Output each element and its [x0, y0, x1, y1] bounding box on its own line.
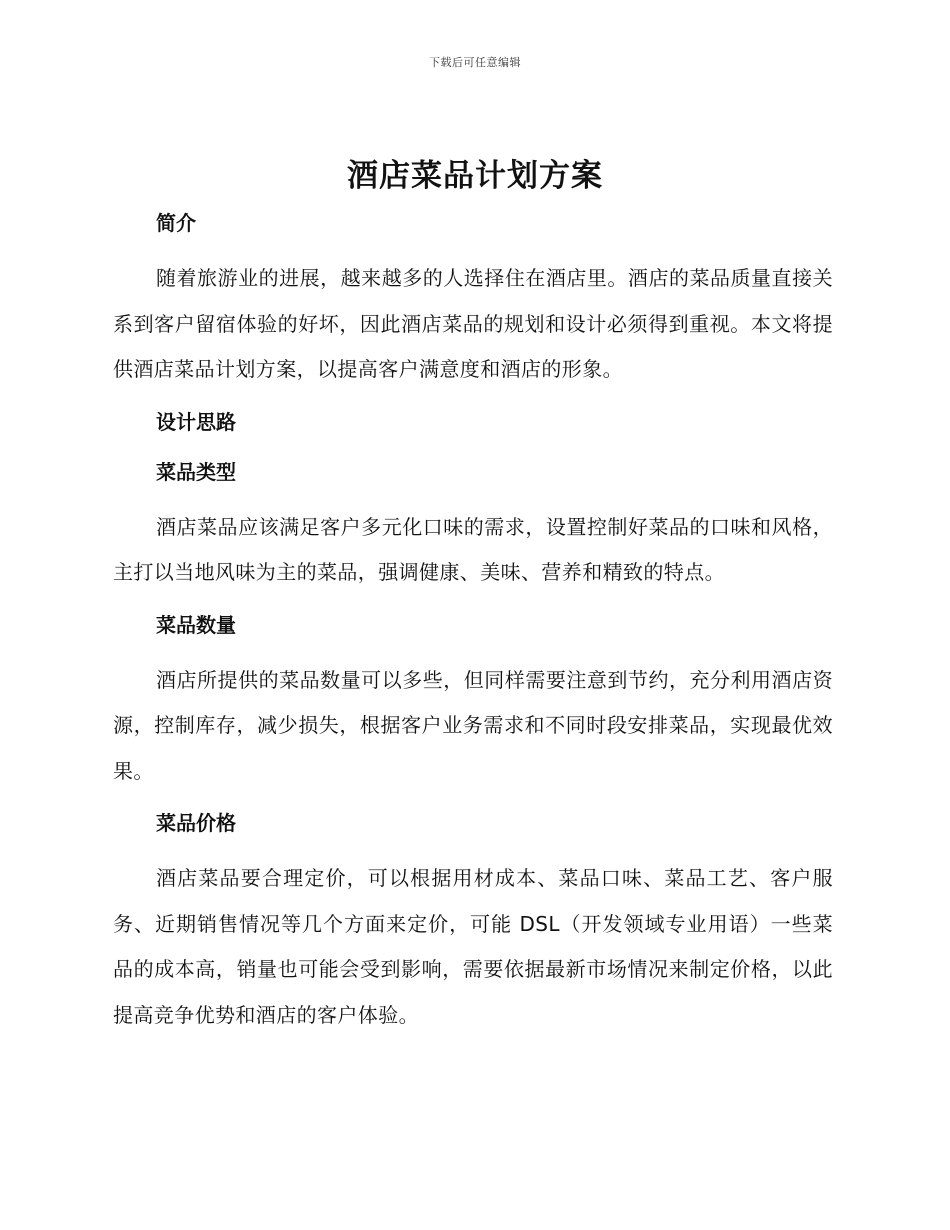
document-body	[113, 206, 833, 1050]
section-paragraph-dish-quantity: 酒店所提供的菜品数量可以多些，但同样需要注意到节约，充分利用酒店资源，控制库存，减少损失，根据客户业务需求和不同时段安排菜品，实现最优效果。	[113, 667, 833, 783]
section-heading-intro: 简介	[156, 211, 196, 235]
section-heading-dish-pricing: 菜品价格	[156, 811, 236, 835]
document-title: 酒店菜品计划方案	[347, 158, 603, 194]
page-header-note: 下载后可任意编辑	[429, 56, 521, 69]
section-heading-design-approach: 设计思路	[156, 409, 236, 434]
section-heading-dish-types: 菜品类型	[156, 459, 236, 484]
section-paragraph-intro: 随着旅游业的进展，越来越多的人选择住在酒店里。酒店的菜品质量直接关系到客户留宿体验的好坏，因此酒店菜品的规划和设计必须得到重视。本文将提供酒店菜品计划方案，以提高客户满意度和酒店的形象。	[113, 266, 833, 381]
section-heading-dish-quantity: 菜品数量	[156, 612, 236, 637]
section-paragraph-dish-pricing: 酒店菜品要合理定价，可以根据用材成本、菜品口味、菜品工艺、客户服务、近期销售情况等几个方面来定价，可能 DSL（开发领域专业用语）一些菜品的成本高，销量也可能会受到影响，需要依据最新市场情况来制定价格，以此提高竞争优势和酒店的客户体验。	[113, 866, 833, 1027]
section-paragraph-dish-types: 酒店菜品应该满足客户多元化口味的需求，设置控制好菜品的口味和风格，主打以当地风味为主的菜品，强调健康、美味、营养和精致的特点。	[113, 514, 833, 584]
